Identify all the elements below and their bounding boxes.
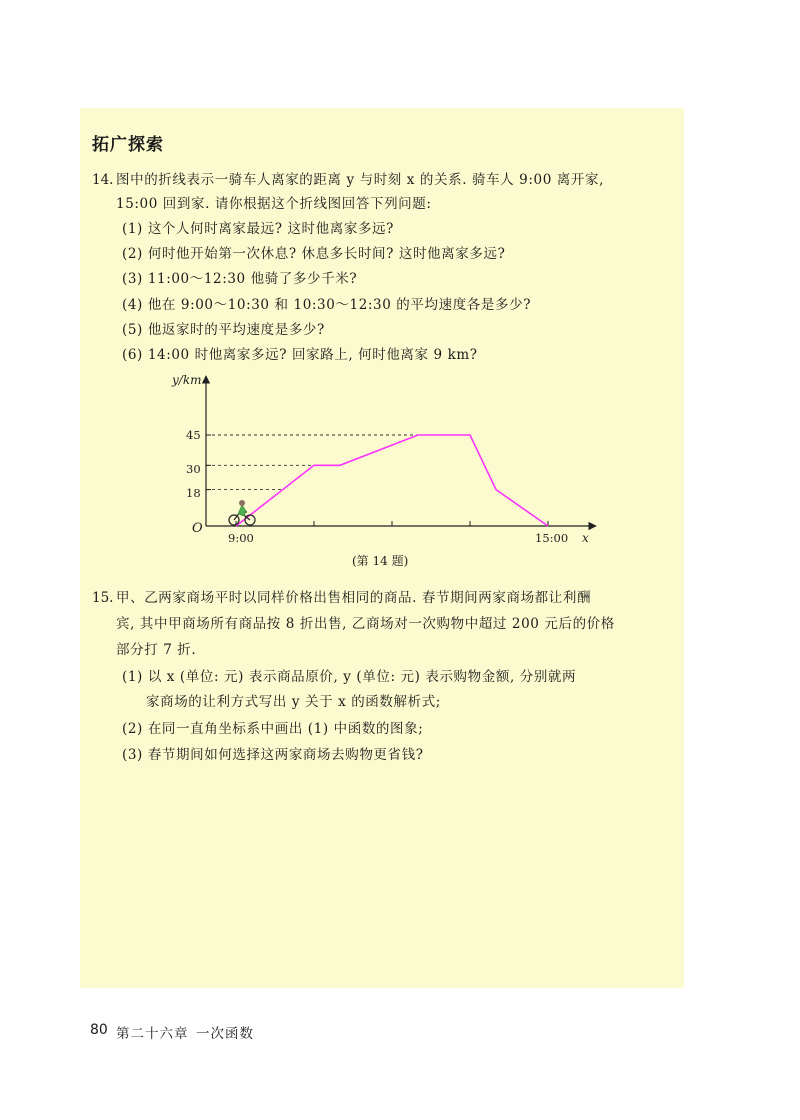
section-title: 拓广探索 — [92, 135, 164, 155]
y-axis-label: y/km — [172, 373, 202, 387]
y-tick-label-45: 45 — [186, 428, 201, 442]
chart-svg — [150, 368, 610, 568]
origin-label: O — [192, 521, 203, 536]
problem-15-question-2: (2) 在同一直角坐标系中画出 (1) 中函数的图象; — [122, 721, 424, 737]
x-tick-label-15-00: 15:00 — [535, 531, 569, 545]
problem-15-text-line2: 宾, 其中甲商场所有商品按 8 折出售, 乙商场对一次购物中超过 200 元后的价格 — [116, 616, 615, 632]
problem-15-question-1-line1: (1) 以 x (单位: 元) 表示商品原价, y (单位: 元) 表示购物金额, 分别就两 — [122, 669, 577, 685]
problem-14-caption: (第 14 题) — [352, 554, 409, 568]
problem-15-number: 15. — [92, 590, 114, 606]
y-ticks — [206, 435, 211, 490]
problem-14-question-2: (2) 何时他开始第一次休息? 休息多长时间? 这时他离家多远? — [122, 246, 506, 262]
chapter-title: 一次函数 — [196, 1026, 254, 1042]
problem-14-text-line2: 15:00 回到家. 请你根据这个折线图回答下列问题: — [116, 196, 432, 212]
y-tick-label-30: 30 — [186, 462, 201, 476]
problem-14-question-1: (1) 这个人何时离家最远? 这时他离家多远? — [122, 221, 394, 237]
y-tick-label-18: 18 — [186, 486, 201, 500]
problem-14-question-4: (4) 他在 9:00～10:30 和 10:30～12:30 的平均速度各是多少? — [122, 297, 532, 313]
page-number: 80 — [90, 1022, 108, 1038]
problem-14-text-line1: 图中的折线表示一骑车人离家的距离 y 与时刻 x 的关系. 骑车人 9:00 离开家, — [116, 172, 604, 188]
chapter-label: 第二十六章 — [116, 1026, 189, 1042]
series-line — [236, 435, 548, 526]
distance-time-chart — [150, 368, 610, 568]
problem-15-question-3: (3) 春节期间如何选择这两家商场去购物更省钱? — [122, 747, 424, 763]
problem-15-text-line3: 部分打 7 折. — [116, 642, 197, 658]
problem-14-question-3: (3) 11:00～12:30 他骑了多少千米? — [122, 271, 358, 287]
problem-14-question-6: (6) 14:00 时他离家多远? 回家路上, 何时他离家 9 km? — [122, 347, 478, 363]
problem-14-question-5: (5) 他返家时的平均速度是多少? — [122, 322, 325, 338]
x-ticks — [236, 521, 548, 526]
x-axis-label: x — [582, 531, 589, 545]
guide-lines — [206, 435, 418, 490]
problem-15-question-1-line2: 家商场的让利方式写出 y 关于 x 的函数解析式; — [146, 694, 441, 710]
problem-14-number: 14. — [92, 172, 114, 188]
problem-15-text-line1: 甲、乙两家商场平时以同样价格出售相同的商品. 春节期间两家商场都让利酬 — [116, 590, 592, 606]
x-tick-label-9-00: 9:00 — [228, 531, 254, 545]
